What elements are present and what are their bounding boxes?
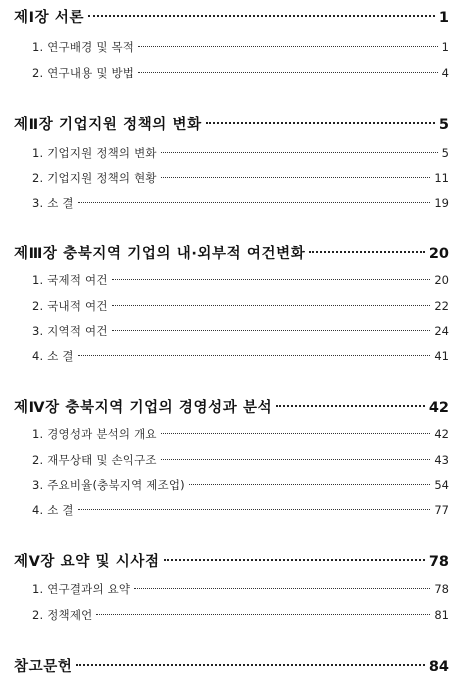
toc-chapter-1[interactable]: [0, 7, 471, 29]
toc-title: 3. 소 결: [32, 196, 74, 210]
toc-page-number: 19: [434, 196, 449, 210]
toc-page-number: 42: [428, 400, 449, 416]
toc-title: 2. 정책제언: [32, 608, 93, 622]
dot-leader: [78, 202, 431, 203]
dot-leader: [206, 122, 435, 124]
dot-leader: [164, 559, 425, 561]
dot-leader: [276, 405, 425, 407]
dot-leader: [78, 509, 431, 510]
toc-title: 참고문헌: [14, 659, 73, 675]
toc-page-number: 54: [434, 478, 449, 492]
toc-title: 1. 경영성과 분석의 개요: [32, 427, 157, 441]
toc-title: 1. 연구결과의 요약: [32, 582, 131, 596]
toc-page-number: 81: [434, 608, 449, 622]
toc-page-number: 78: [434, 582, 449, 596]
toc-title: 4. 소 결: [32, 349, 74, 363]
dot-leader: [309, 251, 424, 253]
toc-section-4-1[interactable]: [0, 424, 471, 444]
toc-page-number: 84: [428, 659, 449, 675]
dot-leader: [112, 305, 431, 306]
toc-page-number: 1: [441, 40, 449, 54]
toc-title: 제Ⅱ장 기업지원 정책의 변화: [14, 117, 202, 133]
toc-page-number: 22: [434, 299, 449, 313]
dot-leader: [138, 46, 438, 47]
toc-title: 1. 국제적 여건: [32, 273, 108, 287]
toc-page-number: 77: [434, 503, 449, 517]
toc-references[interactable]: [0, 656, 471, 678]
toc-page-number: 42: [434, 427, 449, 441]
dot-leader: [138, 72, 438, 73]
toc-page-number: 20: [434, 273, 449, 287]
toc-chapter-4[interactable]: [0, 397, 471, 419]
toc-section-3-1[interactable]: [0, 270, 471, 290]
toc-page-number: 41: [434, 349, 449, 363]
toc-section-3-4[interactable]: [0, 346, 471, 366]
dot-leader: [78, 355, 431, 356]
toc-page-number: 24: [434, 324, 449, 338]
toc-title: 제Ⅰ장 서론: [14, 10, 85, 26]
toc-page-number: 4: [441, 66, 449, 80]
toc-section-2-2[interactable]: [0, 168, 471, 188]
toc-page-number: 1: [438, 10, 449, 26]
toc-page-number: 5: [441, 146, 449, 160]
toc-chapter-2[interactable]: [0, 114, 471, 136]
toc-page-number: 78: [428, 554, 449, 570]
dot-leader: [76, 664, 424, 666]
toc-title: 제Ⅲ장 충북지역 기업의 내·외부적 여건변화: [14, 246, 306, 262]
toc-chapter-3[interactable]: [0, 243, 471, 265]
dot-leader: [161, 177, 431, 178]
dot-leader: [189, 484, 431, 485]
dot-leader: [112, 330, 431, 331]
toc-page-number: 11: [434, 171, 449, 185]
toc-chapter-5[interactable]: [0, 551, 471, 573]
toc-title: 3. 주요비율(충북지역 제조업): [32, 478, 185, 492]
dot-leader: [134, 588, 430, 589]
toc-section-2-3[interactable]: [0, 193, 471, 213]
toc-section-4-4[interactable]: [0, 500, 471, 520]
dot-leader: [161, 433, 431, 434]
toc-section-2-1[interactable]: [0, 143, 471, 163]
toc-page-number: 20: [428, 246, 449, 262]
toc-section-5-1[interactable]: [0, 579, 471, 599]
toc-section-4-2[interactable]: [0, 450, 471, 470]
toc-title: 1. 연구배경 및 목적: [32, 40, 135, 54]
toc-title: 1. 기업지원 정책의 변화: [32, 146, 157, 160]
dot-leader: [88, 15, 435, 17]
toc-section-1-2[interactable]: [0, 63, 471, 83]
toc-title: 제Ⅳ장 충북지역 기업의 경영성과 분석: [14, 400, 273, 416]
toc-title: 2. 국내적 여건: [32, 299, 108, 313]
toc-page-number: 43: [434, 453, 449, 467]
toc-title: 3. 지역적 여건: [32, 324, 108, 338]
dot-leader: [96, 614, 430, 615]
toc-section-4-3[interactable]: [0, 475, 471, 495]
toc-section-3-3[interactable]: [0, 321, 471, 341]
toc-title: 제Ⅴ장 요약 및 시사점: [14, 554, 160, 570]
toc-title: 4. 소 결: [32, 503, 74, 517]
toc-section-3-2[interactable]: [0, 296, 471, 316]
dot-leader: [161, 152, 438, 153]
toc-title: 2. 연구내용 및 방법: [32, 66, 135, 80]
dot-leader: [112, 279, 431, 280]
toc-title: 2. 기업지원 정책의 현황: [32, 171, 157, 185]
toc-page-number: 5: [438, 117, 449, 133]
dot-leader: [161, 459, 431, 460]
toc-title: 2. 재무상태 및 손익구조: [32, 453, 157, 467]
toc-section-5-2[interactable]: [0, 605, 471, 625]
toc-section-1-1[interactable]: [0, 37, 471, 57]
